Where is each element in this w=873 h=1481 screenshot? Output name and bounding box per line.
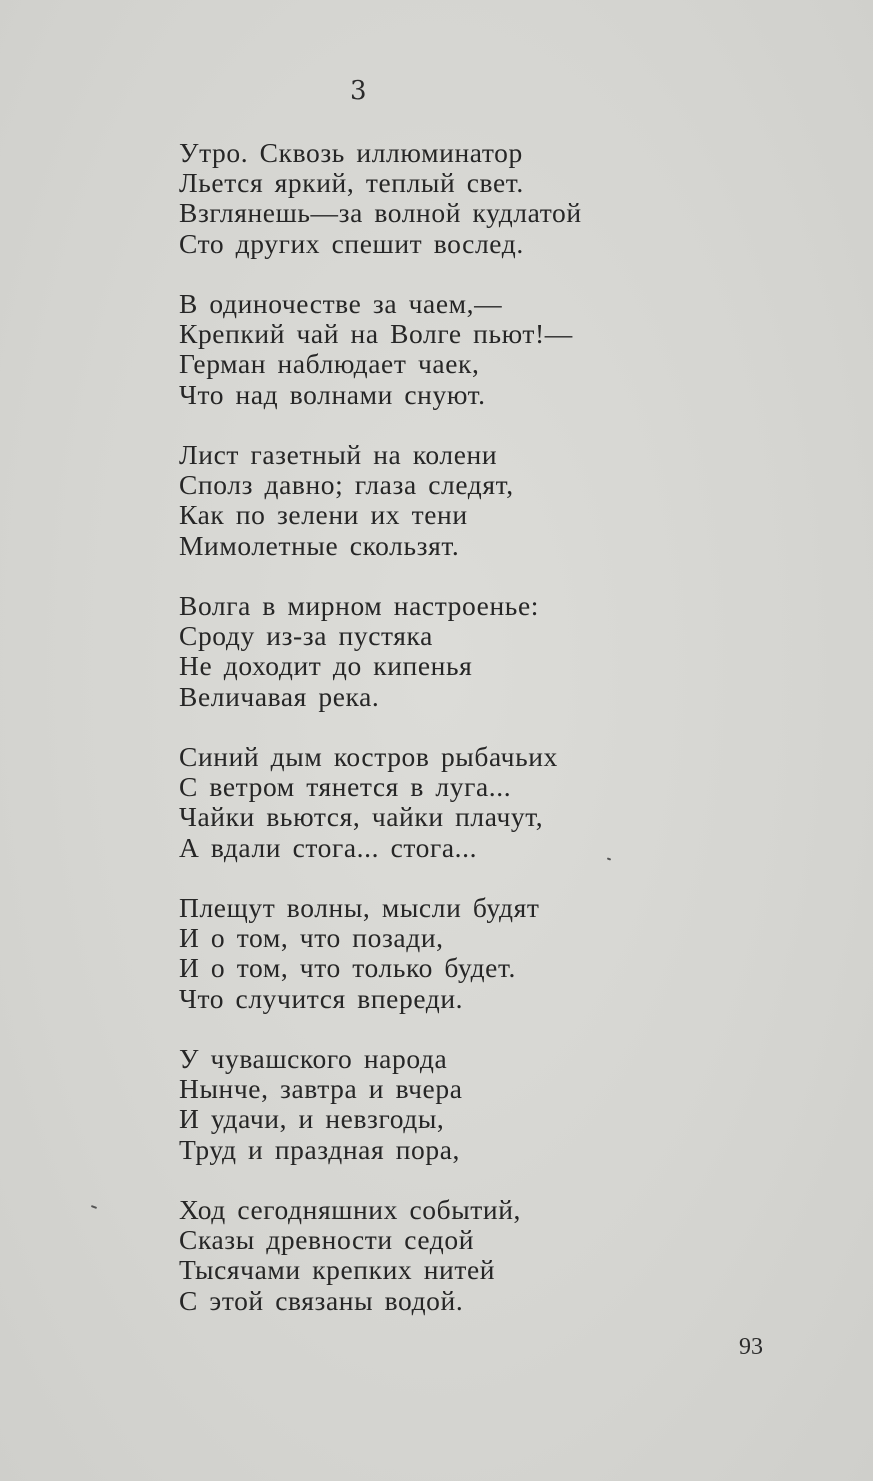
- poem-line: Крепкий чай на Волге пьют!—: [179, 318, 573, 350]
- poem-line: Тысячами крепких нитей: [179, 1254, 496, 1286]
- stanza-2: [179, 289, 659, 410]
- poem-line: У чувашского народа: [179, 1043, 448, 1074]
- poem: [179, 138, 659, 1316]
- stanza-8: [179, 1195, 659, 1316]
- poem-line: Волга в мирном настроенье:: [179, 590, 539, 621]
- poem-line: Чайки вьются, чайки плачут,: [179, 801, 544, 833]
- poem-line: Утро. Сквозь иллюминатор: [179, 137, 523, 168]
- poem-line: Ход сегодняшних событий,: [179, 1194, 521, 1225]
- poem-line: С ветром тянется в луга...: [179, 771, 512, 803]
- poem-line: С этой связаны водой.: [179, 1284, 464, 1316]
- poem-line: И удачи, и невзгоды,: [179, 1103, 445, 1135]
- poem-line: Лист газетный на колени: [179, 439, 498, 470]
- poem-line: Сто других спешит вослед.: [179, 227, 524, 259]
- poem-line: Герман наблюдает чаек,: [179, 348, 480, 380]
- stanza-4: [179, 591, 659, 712]
- poem-line: И о том, что позади,: [179, 922, 444, 954]
- stanza-5: [179, 742, 659, 863]
- poem-line: Сполз давно; глаза следят,: [179, 469, 514, 501]
- poem-line: Не доходит до кипенья: [179, 650, 473, 682]
- poem-line: В одиночестве за чаем,—: [179, 288, 503, 319]
- section-number: 3: [350, 76, 367, 106]
- poem-line: Что случится впереди.: [179, 982, 464, 1014]
- stanza-3: [179, 440, 659, 561]
- stanza-7: [179, 1044, 659, 1165]
- poem-line: А вдали стога... стога...: [179, 831, 478, 863]
- stanza-6: [179, 893, 659, 1014]
- poem-line: Сроду из-за пустяка: [179, 620, 433, 652]
- poem-line: И о том, что только будет.: [179, 952, 516, 984]
- poem-line: Величавая река.: [179, 680, 380, 712]
- poem-line: Синий дым костров рыбачьих: [179, 741, 558, 772]
- poem-line: Что над волнами снуют.: [179, 378, 486, 410]
- poem-line: Труд и праздная пора,: [179, 1133, 460, 1165]
- poem-line: Сказы древности седой: [179, 1224, 475, 1256]
- poem-line: Плещут волны, мысли будят: [179, 892, 540, 923]
- poem-line: Льется яркий, теплый свет.: [179, 167, 524, 199]
- stanza-1: [179, 138, 659, 259]
- poem-line: Мимолетные скользят.: [179, 529, 460, 561]
- poem-line: Взглянешь—за волной кудлатой: [179, 197, 582, 229]
- poem-line: Нынче, завтра и вчера: [179, 1073, 463, 1105]
- paper-speck: [91, 1205, 97, 1209]
- poem-line: Как по зелени их тени: [179, 499, 468, 531]
- page-number: 93: [739, 1334, 763, 1360]
